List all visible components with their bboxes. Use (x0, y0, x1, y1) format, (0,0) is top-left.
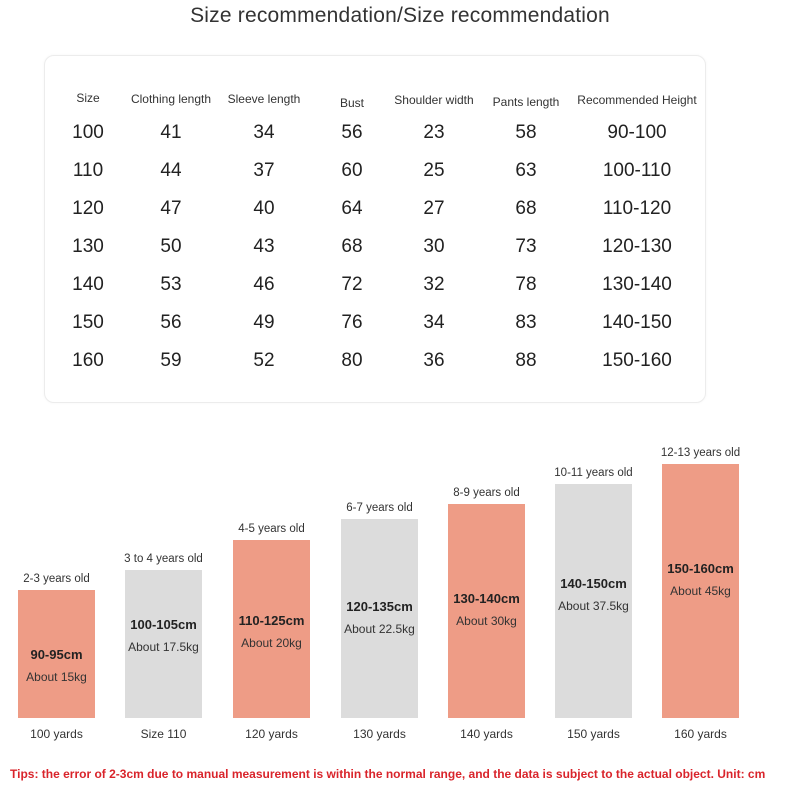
table-cell-clothing-length: 59 (160, 350, 182, 371)
header-sleeve-length: Sleeve length (227, 92, 301, 106)
bar-weight-label: About 30kg (456, 614, 517, 629)
header-size: Size (76, 91, 100, 105)
category-label: 100 yards (30, 727, 83, 741)
chart-bar (125, 570, 202, 718)
table-cell-pants-length: 63 (515, 160, 537, 181)
age-label: 6-7 years old (346, 502, 413, 515)
category-label: 160 yards (674, 727, 727, 741)
table-cell-sleeve-length: 52 (253, 350, 275, 371)
table-cell-shoulder-width: 36 (423, 350, 445, 371)
table-cell-pants-length: 88 (515, 350, 537, 371)
category-label: 130 yards (353, 727, 406, 741)
table-cell-clothing-length: 56 (160, 312, 182, 333)
table-cell-size: 110 (72, 160, 104, 181)
table-cell-pants-length: 83 (515, 312, 537, 333)
chart-bar (662, 464, 739, 718)
age-label: 2-3 years old (23, 573, 90, 585)
table-cell-shoulder-width: 27 (423, 198, 445, 219)
bar-height-label: 100-105cm (130, 616, 197, 632)
table-cell-size: 150 (72, 312, 104, 333)
age-label: 3 to 4 years old (124, 552, 203, 565)
table-cell-recommended-height: 150-160 (602, 350, 672, 371)
header-shoulder-width: Shoulder width (394, 93, 474, 107)
table-cell-clothing-length: 44 (160, 160, 182, 181)
table-cell-size: 120 (72, 198, 104, 219)
table-cell-size: 130 (72, 236, 104, 257)
bar-height-label: 130-140cm (453, 591, 520, 607)
category-label: 140 yards (460, 727, 513, 741)
table-cell-shoulder-width: 34 (423, 312, 445, 333)
page-title: Size recommendation/Size recommendation (190, 4, 610, 27)
table-cell-clothing-length: 41 (160, 122, 182, 143)
bar-height-label: 150-160cm (667, 561, 734, 576)
table-cell-sleeve-length: 49 (253, 312, 275, 333)
size-table (44, 55, 706, 403)
table-cell-size: 160 (72, 350, 104, 371)
table-cell-size: 100 (72, 122, 104, 143)
table-cell-shoulder-width: 32 (423, 274, 445, 295)
table-cell-sleeve-length: 34 (253, 122, 275, 143)
table-cell-bust: 64 (341, 198, 363, 219)
table-cell-bust: 60 (341, 160, 363, 181)
table-cell-bust: 72 (341, 274, 363, 295)
table-cell-bust: 68 (341, 236, 363, 257)
category-label: 120 yards (245, 727, 298, 741)
table-cell-clothing-length: 50 (160, 236, 182, 257)
table-cell-sleeve-length: 43 (253, 236, 275, 257)
table-cell-recommended-height: 100-110 (602, 160, 672, 181)
chart-bar (18, 590, 95, 718)
table-cell-bust: 76 (341, 312, 363, 333)
chart-bar (555, 484, 632, 718)
table-cell-bust: 56 (341, 122, 363, 143)
table-cell-pants-length: 58 (515, 122, 537, 143)
table-cell-pants-length: 68 (515, 198, 537, 219)
bar-weight-label: About 20kg (241, 635, 302, 650)
age-label: 10-11 years old (554, 467, 633, 480)
header-clothing-length: Clothing length (130, 92, 212, 106)
bar-height-label: 90-95cm (30, 647, 83, 662)
table-cell-shoulder-width: 30 (423, 236, 445, 257)
bar-weight-label: About 22.5kg (344, 622, 415, 637)
table-cell-recommended-height: 90-100 (607, 122, 667, 143)
table-cell-shoulder-width: 25 (423, 160, 445, 181)
header-pants-length: Pants length (492, 95, 560, 109)
bar-weight-label: About 17.5kg (128, 639, 199, 654)
table-cell-recommended-height: 110-120 (602, 198, 672, 219)
age-label: 4-5 years old (238, 522, 305, 535)
chart-bar (233, 540, 310, 718)
bar-height-label: 110-125cm (238, 612, 305, 628)
chart-bar (341, 519, 418, 718)
bar-weight-label: About 37.5kg (558, 599, 629, 614)
header-bust: Bust (339, 96, 365, 110)
age-label: 8-9 years old (453, 487, 520, 500)
age-label: 12-13 years old (660, 447, 741, 459)
bar-weight-label: About 45kg (670, 584, 731, 598)
category-label: 150 yards (567, 727, 620, 741)
bar-height-label: 120-135cm (346, 599, 413, 615)
table-cell-recommended-height: 140-150 (602, 312, 672, 333)
table-cell-sleeve-length: 37 (253, 160, 275, 181)
table-cell-bust: 80 (341, 350, 363, 371)
table-cell-clothing-length: 53 (160, 274, 182, 295)
table-cell-sleeve-length: 46 (253, 274, 275, 295)
table-cell-shoulder-width: 23 (423, 122, 445, 143)
bar-height-label: 140-150cm (560, 576, 627, 592)
chart-bar (448, 504, 525, 718)
header-recommended-height: Recommended Height (577, 93, 697, 107)
tips-note: Tips: the error of 2-3cm due to manual measurement is within the normal range, and the data is subject to the actual object. Unit: cm (10, 767, 766, 781)
table-cell-sleeve-length: 40 (253, 198, 275, 219)
table-cell-pants-length: 78 (515, 274, 537, 295)
table-cell-size: 140 (72, 274, 104, 295)
category-label: Size 110 (140, 727, 187, 741)
bar-weight-label: About 15kg (26, 670, 87, 684)
table-cell-pants-length: 73 (515, 236, 537, 257)
table-cell-clothing-length: 47 (160, 198, 182, 219)
table-cell-recommended-height: 130-140 (602, 274, 672, 295)
table-cell-recommended-height: 120-130 (602, 236, 672, 257)
